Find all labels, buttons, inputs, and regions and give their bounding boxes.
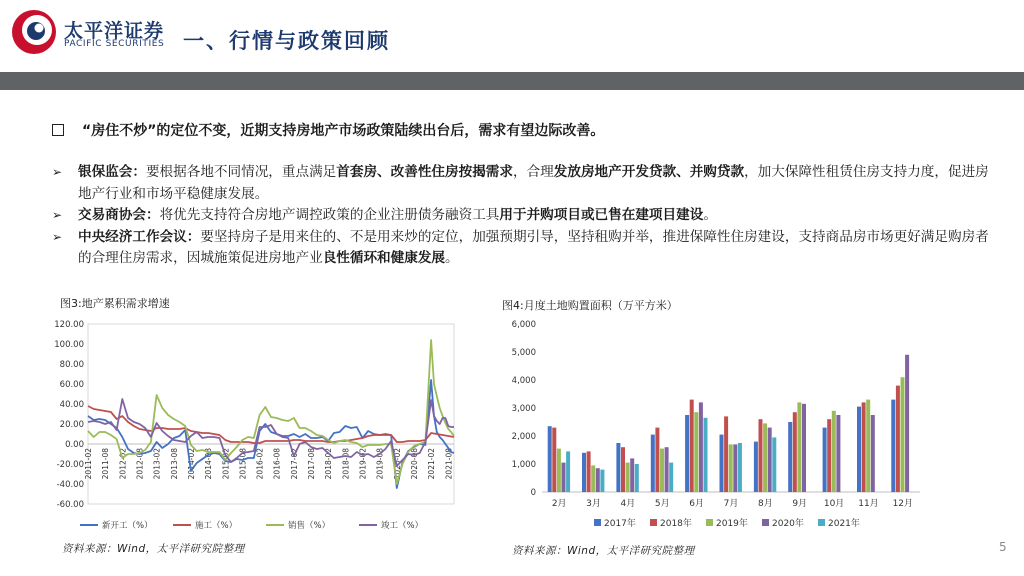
x-tick-label: 2020-08 bbox=[409, 448, 419, 480]
bar bbox=[797, 402, 801, 492]
policy-text: 。 bbox=[703, 207, 717, 223]
legend-label: 2019年 bbox=[716, 519, 748, 529]
checkbox-square-icon bbox=[52, 124, 64, 136]
bar bbox=[582, 453, 586, 492]
bar bbox=[685, 415, 689, 492]
brand-name-en: PACIFIC SECURITIES bbox=[64, 39, 165, 49]
x-tick-label: 2017-08 bbox=[307, 448, 317, 480]
bar bbox=[754, 442, 758, 492]
policy-item bbox=[52, 227, 992, 270]
policy-text: ，加大保障性租赁住房支持力度，促进房地产行业和市场平稳健康发展。 bbox=[78, 164, 989, 202]
y-tick-label: -40.00 bbox=[56, 480, 84, 490]
x-tick-label: 2012-02 bbox=[118, 448, 128, 480]
policy-text: ，合理 bbox=[513, 164, 554, 180]
policy-text: 良性循环和健康发展 bbox=[322, 250, 446, 266]
bar bbox=[552, 428, 556, 492]
x-tick-label: 2019-08 bbox=[375, 448, 385, 480]
x-tick-label: 6月 bbox=[689, 499, 705, 509]
bar bbox=[866, 400, 870, 492]
bar bbox=[759, 419, 763, 492]
bar bbox=[630, 458, 634, 492]
policy-item bbox=[52, 162, 992, 205]
policy-text: 首套房、改善性住房按揭需求 bbox=[336, 164, 513, 180]
x-tick-label: 2013-02 bbox=[152, 448, 162, 480]
x-tick-label: 2015-02 bbox=[221, 448, 231, 480]
bar bbox=[871, 415, 875, 492]
bar bbox=[548, 426, 552, 492]
arrow-bullet-icon: ➢ bbox=[52, 165, 63, 179]
bar bbox=[635, 464, 639, 492]
x-tick-label: 2014-08 bbox=[204, 448, 214, 480]
bar bbox=[660, 449, 664, 492]
x-tick-label: 2011-08 bbox=[101, 448, 111, 480]
bar bbox=[793, 412, 797, 492]
legend-label: 销售（%） bbox=[288, 521, 331, 531]
x-tick-label: 8月 bbox=[757, 499, 773, 509]
arrow-bullet-icon: ➢ bbox=[52, 229, 63, 244]
bar bbox=[862, 402, 866, 492]
bar bbox=[600, 470, 604, 492]
policy-label: 中央经济工作会议： bbox=[78, 228, 201, 245]
y-tick-label: -60.00 bbox=[56, 500, 84, 510]
page-number: 5 bbox=[999, 540, 1007, 554]
policy-list bbox=[52, 162, 992, 270]
bar bbox=[669, 463, 673, 492]
policy-text: 。 bbox=[445, 250, 459, 266]
bar bbox=[772, 437, 776, 492]
policy-text: 发放房地产开发贷款、并购贷款 bbox=[553, 164, 745, 180]
line-chart bbox=[52, 314, 456, 534]
bar bbox=[832, 411, 836, 492]
bar bbox=[857, 407, 861, 492]
x-tick-label: 10月 bbox=[823, 499, 845, 509]
x-tick-label: 5月 bbox=[654, 499, 670, 509]
bar bbox=[699, 402, 703, 492]
bar bbox=[616, 443, 620, 492]
y-tick-label: 6,000 bbox=[511, 320, 536, 330]
legend-label: 新开工（%） bbox=[102, 521, 153, 531]
y-tick-label: -20.00 bbox=[56, 460, 84, 470]
y-tick-label: 4,000 bbox=[511, 376, 536, 386]
bar bbox=[768, 428, 772, 492]
bar bbox=[651, 435, 655, 492]
x-tick-label: 2016-08 bbox=[272, 448, 282, 480]
y-tick-label: 3,000 bbox=[511, 404, 536, 414]
bar bbox=[836, 415, 840, 492]
bar bbox=[763, 423, 767, 492]
bar-chart bbox=[502, 314, 922, 534]
headline bbox=[52, 120, 992, 140]
arrow-bullet-icon: ➢ bbox=[52, 208, 63, 222]
bar bbox=[621, 447, 625, 492]
x-tick-label: 12月 bbox=[892, 499, 914, 509]
legend-label: 2020年 bbox=[772, 519, 804, 529]
bar bbox=[823, 428, 827, 492]
bar bbox=[665, 447, 669, 492]
x-tick-label: 2013-08 bbox=[169, 448, 179, 480]
legend-label: 2021年 bbox=[828, 519, 860, 529]
bar bbox=[896, 386, 900, 492]
y-tick-label: 1,000 bbox=[511, 460, 536, 470]
bar bbox=[891, 400, 895, 492]
policy-text: 要根据各地不同情况，重点满足 bbox=[145, 164, 337, 180]
y-tick-label: 120.00 bbox=[54, 320, 84, 330]
x-tick-label: 11月 bbox=[858, 499, 879, 509]
policy-text: 将优先支持符合房地产调控政策的企业注册债务融资工具 bbox=[159, 207, 500, 223]
policy-text: 要坚持房子是用来住的、不是用来炒的定位，加强预期引导，坚持租购并举，推进保障性住房建设，支持商品房市场更好满足购房者的合理住房需求，因城施策促进房地产业 bbox=[78, 228, 989, 266]
bar bbox=[729, 444, 733, 492]
x-tick-label: 2月 bbox=[551, 499, 567, 509]
bar bbox=[720, 435, 724, 492]
legend-label: 施工（%） bbox=[195, 521, 238, 531]
x-tick-label: 2020-02 bbox=[392, 448, 402, 480]
x-tick-label: 2011-02 bbox=[84, 448, 93, 480]
bar bbox=[704, 418, 708, 492]
y-tick-label: 5,000 bbox=[511, 348, 536, 358]
x-tick-label: 2015-08 bbox=[238, 448, 248, 480]
x-tick-label: 9月 bbox=[792, 499, 808, 509]
x-tick-label: 2018-02 bbox=[324, 448, 334, 480]
legend-label: 2018年 bbox=[660, 519, 692, 529]
y-tick-label: 80.00 bbox=[59, 360, 84, 370]
policy-text: 用于并购项目或已售在建项目建设 bbox=[499, 207, 704, 223]
bar bbox=[788, 422, 792, 492]
x-tick-label: 2017-02 bbox=[289, 448, 299, 480]
legend-label: 2017年 bbox=[604, 519, 636, 529]
x-tick-label: 2019-02 bbox=[358, 448, 368, 480]
x-tick-label: 2014-02 bbox=[186, 448, 196, 480]
brand-name: 太平洋证券 bbox=[64, 20, 165, 42]
legend-swatch bbox=[650, 519, 657, 526]
chart-title-left: 图3:地产累积需求增速 bbox=[60, 297, 170, 310]
page-title: 一、行情与政策回顾 bbox=[183, 29, 390, 53]
y-tick-label: 0.00 bbox=[65, 440, 84, 450]
x-tick-label: 2021-08 bbox=[444, 448, 454, 480]
policy-item bbox=[52, 205, 992, 227]
bar bbox=[738, 443, 742, 492]
legend-swatch bbox=[706, 519, 713, 526]
logo-icon bbox=[10, 8, 58, 56]
headline-text: “房住不炒”的定位不变，近期支持房地产市场政策陆续出台后，需求有望边际改善。 bbox=[82, 123, 605, 139]
y-tick-label: 2,000 bbox=[511, 432, 536, 442]
x-tick-label: 2016-02 bbox=[255, 448, 265, 480]
y-tick-label: 60.00 bbox=[59, 380, 84, 390]
bar bbox=[690, 400, 694, 492]
policy-label: 银保监会： bbox=[78, 164, 146, 180]
bar bbox=[626, 463, 630, 492]
source-right: 资料来源：Wind，太平洋研究院整理 bbox=[512, 545, 695, 557]
source-left: 资料来源：Wind，太平洋研究院整理 bbox=[62, 543, 245, 555]
y-tick-label: 40.00 bbox=[59, 400, 84, 410]
header-band bbox=[0, 72, 1024, 90]
x-tick-label: 7月 bbox=[723, 499, 739, 509]
bar bbox=[694, 412, 698, 492]
legend-swatch bbox=[818, 519, 825, 526]
x-tick-label: 2021-02 bbox=[427, 448, 437, 480]
bar bbox=[802, 404, 806, 492]
bar bbox=[655, 428, 659, 492]
legend-swatch bbox=[762, 519, 769, 526]
bar bbox=[562, 463, 566, 492]
x-tick-label: 2018-08 bbox=[341, 448, 351, 480]
bar bbox=[901, 377, 905, 492]
y-tick-label: 100.00 bbox=[54, 340, 84, 350]
bar bbox=[591, 465, 595, 492]
bar bbox=[733, 444, 737, 492]
policy-label: 交易商协会： bbox=[78, 207, 160, 223]
y-tick-label: 0 bbox=[530, 488, 536, 498]
x-tick-label: 3月 bbox=[586, 499, 601, 509]
bar bbox=[905, 355, 909, 492]
bar bbox=[557, 449, 561, 492]
x-tick-label: 2012-08 bbox=[135, 448, 145, 480]
y-tick-label: 20.00 bbox=[59, 420, 84, 430]
bar bbox=[566, 451, 570, 492]
bar bbox=[587, 451, 591, 492]
bar bbox=[596, 468, 600, 492]
legend-swatch bbox=[594, 519, 601, 526]
legend-label: 竣工（%） bbox=[381, 521, 424, 531]
bar bbox=[724, 416, 728, 492]
chart-title-right: 图4:月度土地购置面积（万平方米） bbox=[502, 299, 678, 312]
bar bbox=[827, 419, 831, 492]
x-tick-label: 4月 bbox=[620, 499, 636, 509]
